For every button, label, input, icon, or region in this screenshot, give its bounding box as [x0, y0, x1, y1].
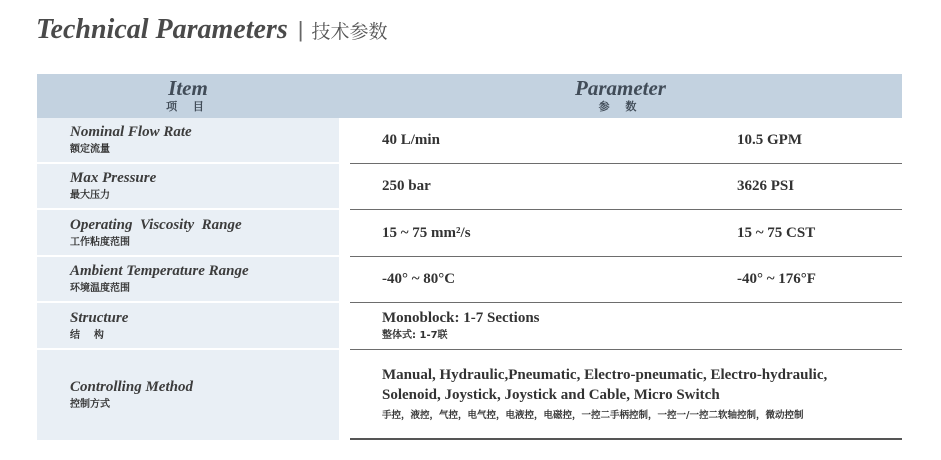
row-parameter-cell — [350, 118, 902, 164]
page-title — [36, 12, 387, 48]
row-item-cell — [37, 164, 339, 210]
item-name-en: Nominal Flow Rate — [70, 124, 192, 140]
header-parameter-en: Parameter — [575, 76, 666, 100]
item-name-cn: 工作粘度范围 — [70, 236, 130, 248]
value-cn: 手控，液控，气控，电气控，电液控，电磁控，一控二手柄控制，一控一/一控二软轴控制，微动控制 — [382, 410, 804, 421]
table-row — [37, 303, 902, 350]
row-item-cell — [37, 257, 339, 303]
row-parameter-cell — [350, 257, 902, 303]
value-en-line-2: Solenoid, Joystick, Joystick and Cable, Micro Switch — [382, 387, 720, 403]
value-en-line-1: Manual, Hydraulic,Pneumatic, Electro-pneumatic, Electro-hydraulic, — [382, 367, 828, 383]
header-item-cn: 项 目 — [166, 100, 210, 113]
title-chinese: 技术参数 — [311, 20, 388, 43]
parameters-table — [37, 74, 902, 440]
table-row — [37, 118, 902, 164]
table-row — [37, 164, 902, 210]
row-item-cell — [37, 210, 339, 257]
item-name-cn: 环境温度范围 — [70, 283, 130, 294]
item-name-en: Ambient Temperature Range — [70, 263, 249, 279]
row-parameter-cell — [350, 164, 902, 210]
row-parameter-cell — [350, 210, 902, 257]
row-item-cell — [37, 350, 339, 440]
item-name-en: Controlling Method — [70, 379, 193, 395]
row-parameter-cell — [350, 350, 902, 440]
structure-value — [382, 310, 540, 343]
item-name-en: Structure — [70, 309, 129, 326]
row-parameter-cell — [350, 303, 902, 350]
value-imperial: 10.5 GPM — [737, 132, 802, 148]
item-name-cn: 最大压力 — [70, 190, 110, 201]
value-metric: 250 bar — [382, 178, 431, 194]
header-parameter-column — [339, 74, 902, 118]
value-imperial: 15 ~ 75 CST — [737, 224, 816, 241]
value-metric: 15 ~ 75 mm²/s — [382, 224, 471, 241]
item-name-en: Operating Viscosity Range — [70, 216, 242, 233]
value-en: Monoblock: 1-7 Sections — [382, 309, 540, 326]
row-item-cell — [37, 118, 339, 164]
value-metric: -40° ~ 80°C — [382, 271, 456, 287]
row-item-cell — [37, 303, 339, 350]
table-row — [37, 257, 902, 303]
value-imperial: 3626 PSI — [737, 178, 795, 194]
controlling-method-value — [382, 365, 827, 423]
header-parameter-cn: 参 数 — [598, 100, 643, 113]
item-name-cn: 结 构 — [70, 329, 104, 341]
item-name-cn: 控制方式 — [70, 399, 110, 410]
header-item-column — [37, 74, 339, 118]
table-row — [37, 210, 902, 257]
value-metric: 40 L/min — [382, 132, 440, 148]
value-cn: 整体式: 1-7联 — [382, 329, 448, 341]
table-header — [37, 74, 902, 118]
title-english: Technical Parameters — [36, 14, 288, 45]
table-row — [37, 350, 902, 440]
item-name-cn: 额定流量 — [70, 144, 110, 155]
header-item-en: Item — [168, 76, 208, 100]
title-separator: | — [297, 17, 304, 42]
value-imperial: -40° ~ 176°F — [737, 271, 816, 287]
item-name-en: Max Pressure — [70, 170, 157, 186]
